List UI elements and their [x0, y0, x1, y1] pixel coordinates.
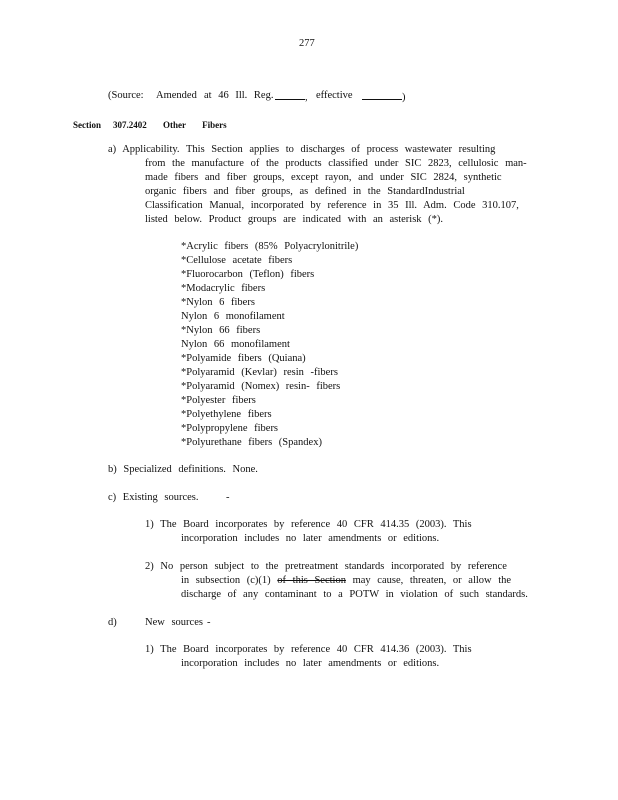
existing-item2-line-3: discharge of any contaminant to a POTW in violation of such standards. [181, 589, 528, 600]
new-item1-line-2: incorporation includes no later amendments or editions. [181, 658, 440, 669]
specialized-definitions: b) Specialized definitions. None. [108, 464, 258, 475]
applicability-line-1: a) Applicability. This Section applies to discharges of process wastewater resulting [108, 144, 496, 155]
page-number: 277 [299, 38, 315, 49]
product-item: *Fluorocarbon (Teflon) fibers [181, 269, 315, 280]
product-item: *Polyaramid (Kevlar) resin -fibers [181, 367, 338, 378]
existing-item2-line-1: 2) No person subject to the pretreatment standards incorporated by reference [145, 561, 507, 572]
product-item: *Polyurethane fibers (Spandex) [181, 437, 322, 448]
source-reg-blank: , [275, 89, 308, 105]
applicability-line-5: Classification Manual, incorporated by reference in 35 Ill. Adm. Code 310.107, [145, 200, 519, 211]
source-reg: at 46 Ill. Reg. [204, 90, 274, 101]
section-number: 307.2402 [113, 120, 147, 130]
product-item: *Polyamide fibers (Quiana) [181, 353, 306, 364]
existing-sources-heading: c) Existing sources. [108, 492, 199, 503]
section-title: Other Fibers [163, 120, 227, 130]
source-effective: effective [316, 90, 353, 101]
new-item1-line-1: 1) The Board incorporates by reference 40 CFR 414.36 (2003). This [145, 644, 472, 655]
source-amended: Amended [156, 90, 197, 101]
existing-sources-dash: - [226, 492, 230, 503]
applicability-line-4: organic fibers and fiber groups, as defined in the StandardIndustrial [145, 186, 465, 197]
product-item: *Cellulose acetate fibers [181, 255, 293, 266]
product-item: *Polyester fibers [181, 395, 256, 406]
existing-item1-line-1: 1) The Board incorporates by reference 40 CFR 414.35 (2003). This [145, 519, 472, 530]
product-item: *Modacrylic fibers [181, 283, 266, 294]
new-sources-heading: New sources [145, 617, 203, 628]
product-item: *Nylon 66 fibers [181, 325, 261, 336]
product-item: *Polyethylene fibers [181, 409, 272, 420]
struck-text: of this Section [277, 575, 346, 586]
product-item: *Nylon 6 fibers [181, 297, 255, 308]
applicability-line-6: listed below. Product groups are indicated with an asterisk (*). [145, 214, 444, 225]
product-item: *Acrylic fibers (85% Polyacrylonitrile) [181, 241, 359, 252]
source-effective-blank: ) [362, 89, 406, 105]
product-item: Nylon 66 monofilament [181, 339, 290, 350]
product-item: *Polypropylene fibers [181, 423, 279, 434]
source-prefix: (Source: [108, 90, 144, 101]
product-item: *Polyaramid (Nomex) resin- fibers [181, 381, 341, 392]
applicability-line-2: from the manufacture of the products classified under SIC 2823, cellulosic man- [145, 158, 527, 169]
section-label: Section [73, 120, 101, 130]
new-sources-label: d) [108, 617, 117, 628]
applicability-line-3: made fibers and fiber groups, except rayon, and under SIC 2824, synthetic [145, 172, 502, 183]
new-sources-dash: - [207, 617, 211, 628]
existing-item2-line-2: in subsection (c)(1) of this Section may cause, threaten, or allow the [181, 575, 512, 586]
product-item: Nylon 6 monofilament [181, 311, 285, 322]
existing-item1-line-2: incorporation includes no later amendments or editions. [181, 533, 440, 544]
